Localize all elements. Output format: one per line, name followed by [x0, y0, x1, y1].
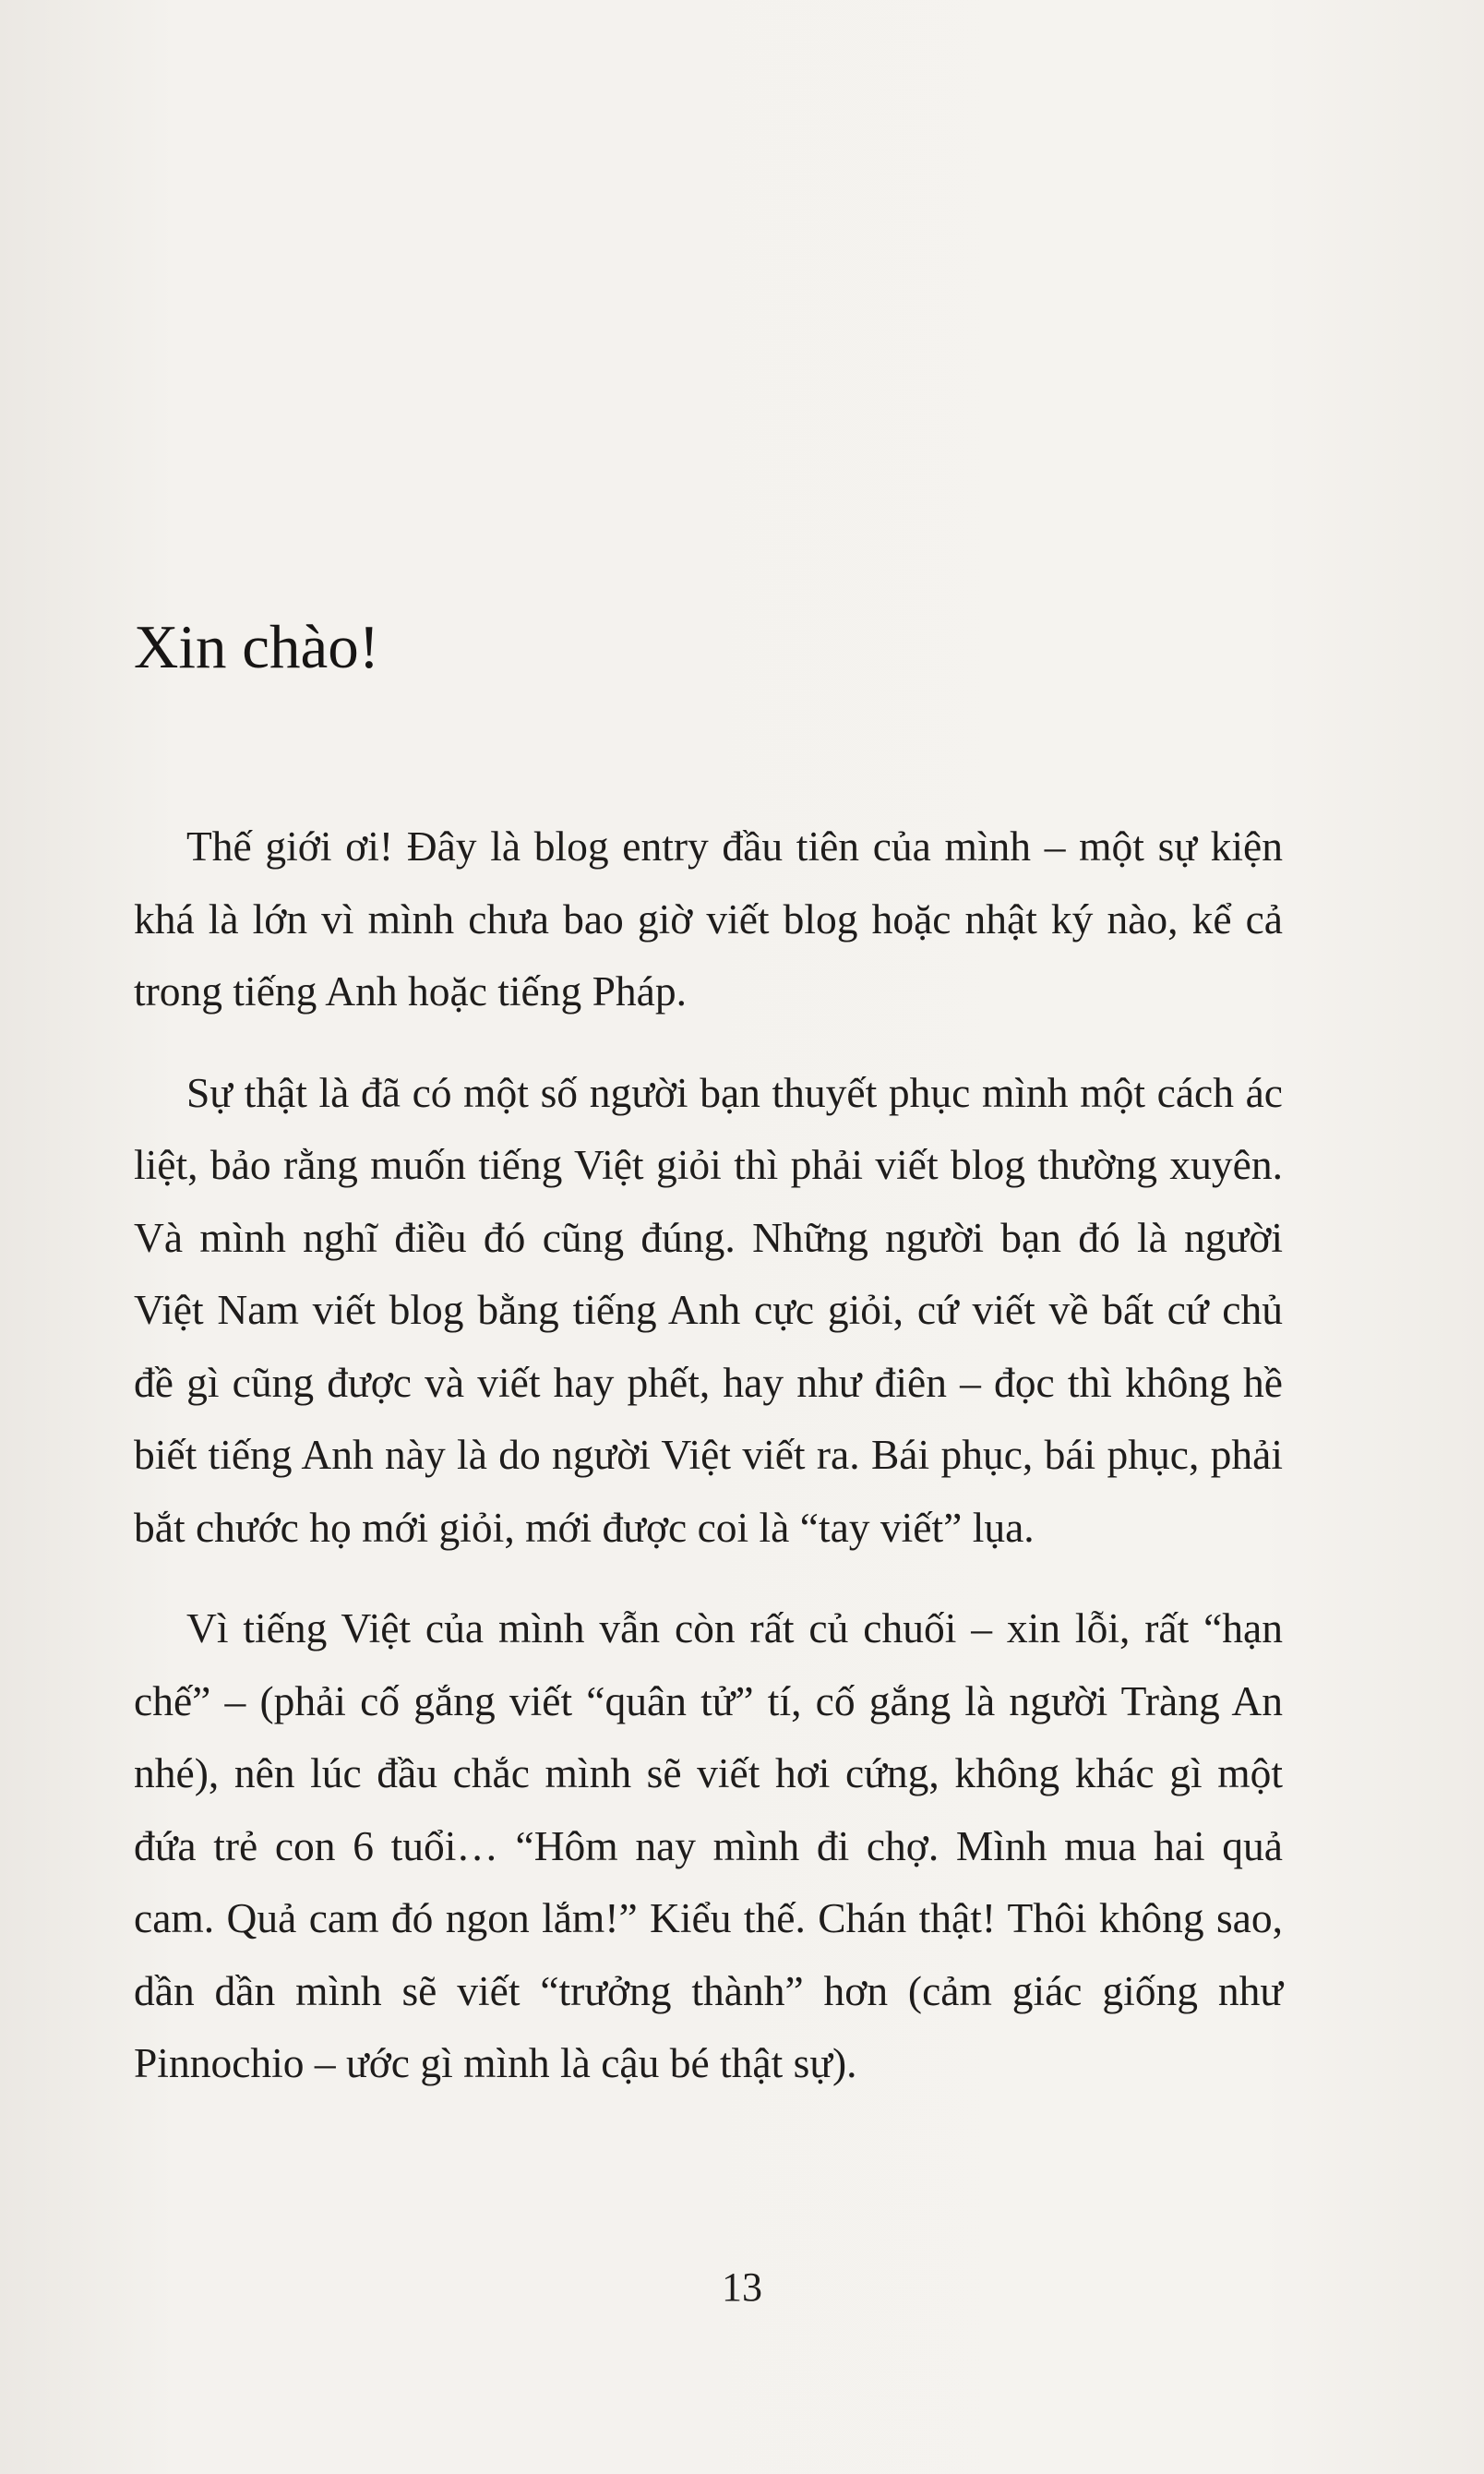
chapter-heading: Xin chào! [134, 613, 380, 681]
paragraph: Vì tiếng Việt của mình vẫn còn rất củ chuối – xin lỗi, rất “hạn chế” – (phải cố gắng viết “quân tử” tí, cố gắng là người Tràng An nhé), nên lúc đầu chắc mình sẽ viết hơi cứng, không khác gì một đứa trẻ con 6 tuổi… “Hôm nay mình đi chợ. Mình mua hai quả cam. Quả cam đó ngon lắm!” Kiểu thế. Chán thật! Thôi không sao, dần dần mình sẽ viết “trưởng thành” hơn (cảm giác giống như Pinnochio – ước gì mình là cậu bé thật sự). [134, 1604, 1283, 2086]
page-number: 13 [722, 2264, 762, 2310]
show-through-texture [102, 120, 1301, 216]
paragraph: Sự thật là đã có một số người bạn thuyết phục mình một cách ác liệt, bảo rằng muốn tiếng Việt giỏi thì phải viết blog thường xuyên. Và mình nghĩ điều đó cũng đúng. Những người bạn đó là người Việt Nam viết blog bằng tiếng Anh cực giỏi, cứ viết về bất cứ chủ đề gì cũng được và viết hay phết, hay như điên – đọc thì không hề biết tiếng Anh này là do người Việt viết ra. Bái phục, bái phục, phải bắt chước họ mới giỏi, mới được coi là “tay viết” lụa. [134, 1068, 1283, 1551]
body-text [134, 811, 1283, 2129]
paragraph: Thế giới ơi! Đây là blog entry đầu tiên của mình – một sự kiện khá là lớn vì mình chưa bao giờ viết blog hoặc nhật ký nào, kể cả trong tiếng Anh hoặc tiếng Pháp. [134, 823, 1283, 1015]
